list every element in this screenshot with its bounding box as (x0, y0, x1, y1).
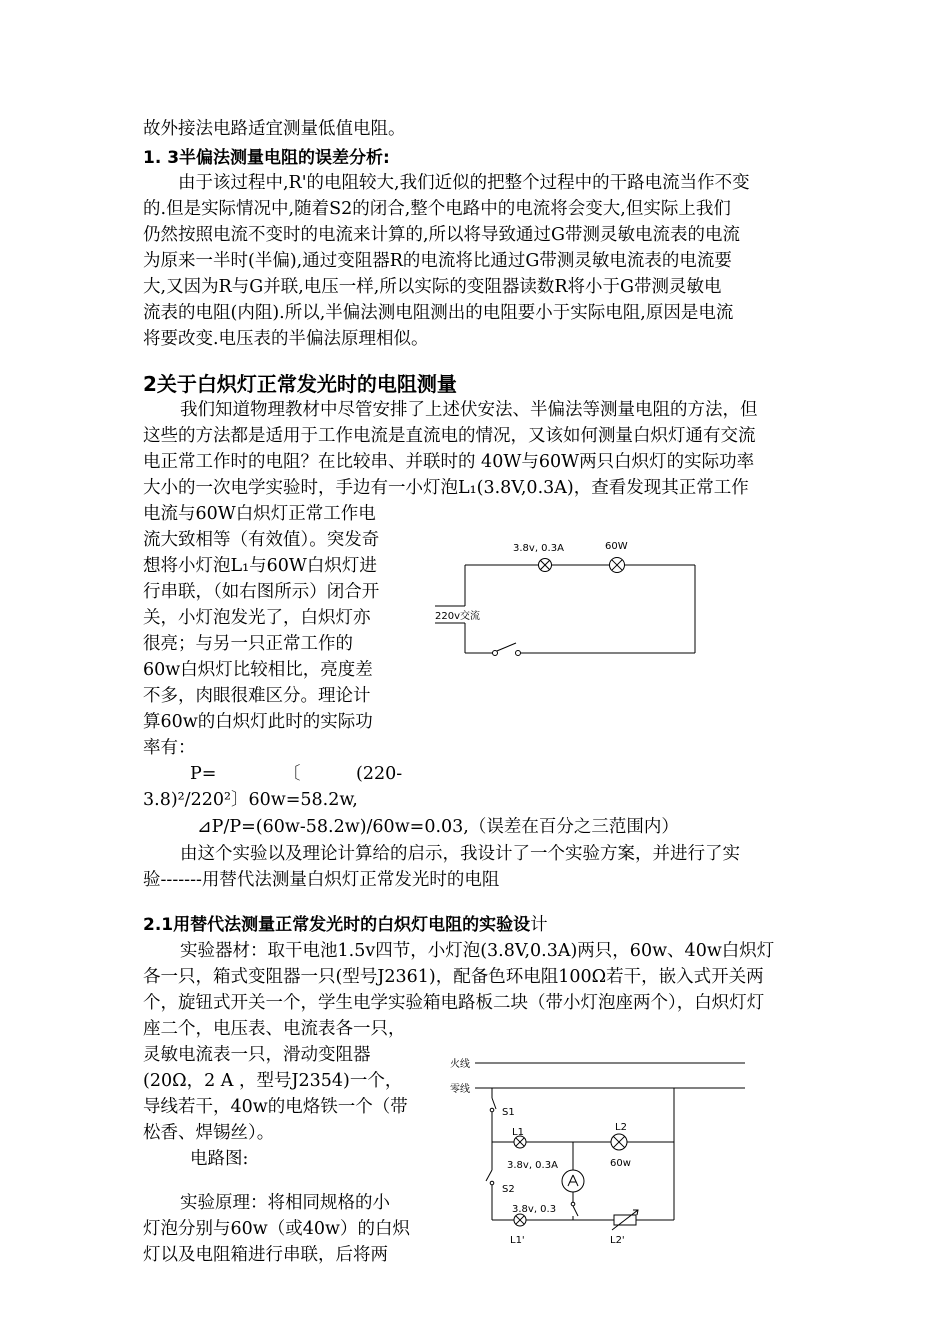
s1-label: S1 (502, 1107, 515, 1118)
l2-label: L2 (615, 1122, 627, 1133)
paragraph-line: 各一只，箱式变阻器一只(型号J2361)，配备色环电阻100Ω若干，嵌入式开关两 (143, 967, 764, 987)
formula-value: (220- (356, 764, 403, 784)
series-circuit-diagram (425, 530, 715, 670)
paragraph-line: 行串联，（如右图所示）闭合开 (143, 582, 380, 602)
paragraph-line: 我们知道物理教材中尽管安排了上述伏安法、半偏法等测量电阻的方法，但 (180, 400, 758, 420)
neutral-wire-label: 零线 (450, 1084, 470, 1095)
lamp2-label: 60W (605, 541, 628, 552)
section-2-1-heading-tail: 计 (530, 915, 548, 935)
paragraph-line: 这些的方法都是适用于工作电流是直流电的情况，又该如何测量白炽灯通有交流 (143, 426, 756, 446)
paragraph-line: 流大致相等（有效值）。突发奇 (143, 530, 380, 550)
paragraph-line: 算60w的白炽灯此时的实际功 (143, 712, 373, 732)
formula-continued: 3.8)²/220²〕60w=58.2w, (143, 790, 358, 810)
switch-contact-icon (490, 1108, 494, 1112)
paragraph-line: 导线若干，40w的电烙铁一个（带 (143, 1097, 408, 1117)
lamp-icon (611, 1134, 627, 1150)
resistance-box-icon (612, 1210, 638, 1230)
paragraph-line: 电正常工作时的电阻？在比较串、并联时的 40W与60W两只白炽灯的实际功率 (143, 452, 755, 472)
l1-prime-label: L1' (510, 1235, 525, 1246)
section-2-1-heading-text: 2.1用替代法测量正常发光时的白炽灯电阻的实验设 (143, 915, 531, 935)
paragraph-line: 60w白炽灯比较相比，亮度差 (143, 660, 373, 680)
paragraph-line: 实验原理：将相同规格的小 (180, 1193, 390, 1213)
lamp-icon (610, 558, 625, 573)
paragraph-line: 电流与60W白炽灯正常工作电 (143, 504, 376, 524)
paragraph-line: 灯以及电阻箱进行串联，后将两 (143, 1245, 388, 1265)
paragraph-line: 由于该过程中,R'的电阻较大,我们近似的把整个过程中的干路电流当作不变 (178, 173, 750, 193)
paragraph-line: 松香、焊锡丝）。 (143, 1123, 275, 1143)
paragraph-line: 不多，肉眼很难区分。理论计 (143, 686, 371, 706)
lamp1-label: 3.8v, 0.3A (513, 543, 564, 554)
switch-contact-icon (490, 1181, 494, 1185)
switch-contact-icon (493, 651, 498, 656)
paragraph-line: 大,又因为R与G并联,电压一样,所以实际的变阻器读数R将小于G带测灵敏电 (143, 277, 722, 297)
paragraph-line: 个，旋钮式开关一个，学生电学实验箱电路板二块（带小灯泡座两个），白炽灯灯 (143, 993, 765, 1013)
ammeter-icon (562, 1170, 584, 1192)
paragraph-line: 很亮；与另一只正常工作的 (143, 634, 353, 654)
paragraph-line: 验-------用替代法测量白炽灯正常发光时的电阻 (143, 870, 500, 890)
lamp-icon (514, 1214, 526, 1226)
paragraph-line: 灵敏电流表一只，滑动变阻器 (143, 1045, 371, 1065)
l1-label: L1 (512, 1127, 524, 1138)
paragraph-line: 灯泡分别与60w（或40w）的白炽 (143, 1219, 410, 1239)
circuit-diagram-label: 电路图: (190, 1149, 249, 1169)
error-formula: ⊿P/P=(60w-58.2w)/60w=0.03,（误差在百分之三范围内） (197, 817, 679, 837)
paragraph-line: 的.但是实际情况中,随着S2的闭合,整个电路中的电流将会变大,但实际上我们 (143, 199, 731, 219)
formula-paren: 〔 (283, 764, 301, 784)
lamp-icon (539, 559, 552, 572)
paragraph-line: 将要改变.电压表的半偏法原理相似。 (143, 329, 429, 349)
paragraph-line: 想将小灯泡L₁与60W白炽灯进 (143, 556, 377, 576)
l2-prime-label: L2' (610, 1235, 625, 1246)
paragraph-line: 关，小灯泡发光了，白炽灯亦 (143, 608, 371, 628)
paragraph-line: 流表的电阻(内阻).所以,半偏法测电阻测出的电阻要小于实际电阻,原因是电流 (143, 303, 734, 323)
paragraph-line: 大小的一次电学实验时，手边有一小灯泡L₁(3.8V,0.3A)，查看发现其正常工作 (143, 478, 749, 498)
formula-p: P= (190, 764, 217, 784)
paragraph-line: 仍然按照电流不变时的电流来计算的,所以将导致通过G带测灵敏电流表的电流 (143, 225, 741, 245)
paragraph-line: 由这个实验以及理论计算给的启示，我设计了一个实验方案，并进行了实 (180, 844, 740, 864)
switch-contact-icon (571, 1202, 575, 1206)
section-2-1-heading (143, 912, 548, 938)
section-1-3-heading: 1. 3半偏法测量电阻的误差分析: (143, 148, 390, 168)
paragraph-line: 实验器材：取干电池1.5v四节，小灯泡(3.8V,0.3A)两只，60w、40w白炽灯 (180, 941, 775, 961)
live-wire-label: 火线 (450, 1059, 470, 1070)
l2-rating: 60w (610, 1158, 631, 1169)
paragraph-line: 座二个，电压表、电流表各一只， (143, 1019, 406, 1039)
s2-label: S2 (502, 1184, 515, 1195)
section-2-heading: 2关于白炽灯正常发光时的电阻测量 (143, 372, 457, 396)
source-label: 220v交流 (435, 611, 481, 622)
switch-contact-icon (516, 651, 521, 656)
paragraph-line: 率有： (143, 738, 196, 758)
paragraph-line: 为原来一半时(半偏),通过变阻器R的电流将比通过G带测灵敏电流表的电流要 (143, 251, 732, 271)
l1-rating: 3.8v, 0.3A (507, 1160, 558, 1171)
substitution-circuit-diagram (440, 1050, 760, 1250)
paragraph-line: (20Ω，2 A ，型号J2354)一个， (143, 1071, 403, 1091)
l1-prime-rating: 3.8v, 0.3 (512, 1204, 557, 1215)
intro-line: 故外接法电路适宜测量低值电阻。 (143, 119, 406, 139)
